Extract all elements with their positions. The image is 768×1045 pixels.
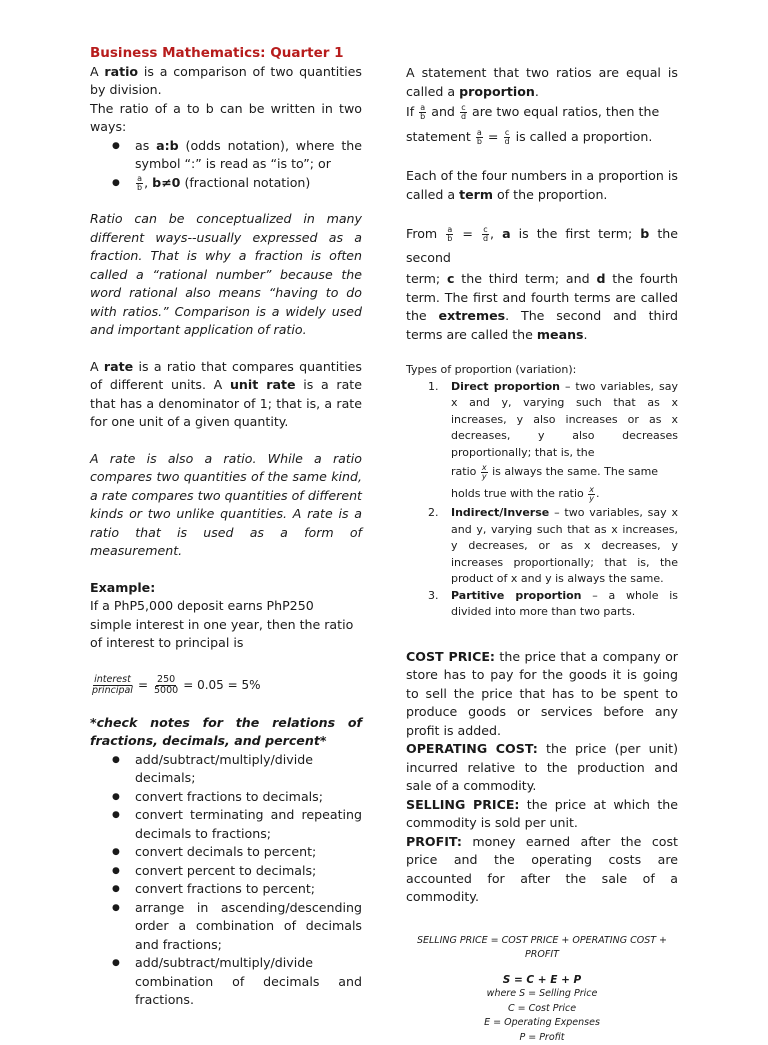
list-item: ● $\frac{a}{b}$ , b≠0 (fractional notation) [90,174,362,193]
operating-cost-definition: OPERATING COST: the price (per unit) incurred relative to the production and sale of a commodity. [406,740,678,796]
fraction: $\frac{250}{5000}$ [153,675,179,696]
fraction: $\frac{c}{d}$ [482,226,489,243]
list-item: 1. Direct proportion – two variables, say x and y, varying such that as x increases, y also increases or as x decreases, y also decreases proportionally; that is, the ratio $\frac{x}{y}$ is always the same. The same holds true with the ratio $\frac{x}{y}$ . [406,379,678,506]
ratio-note: Ratio can be conceptualized in many different ways--usually expressed as a fraction. That is why a fraction is often called a “rational number” because the word rational also means “having to do with ratios.” Comparison is a widely used and important application of ratio. [90,210,362,340]
terms-description: term; c the third term; and d the fourth term. The first and fourth terms are called the extremes. The second and third terms are called the means. [406,270,678,344]
list-item: ● convert fractions to decimals; [90,788,362,807]
example-formula: $\frac{\text{interest}}{\text{principal}}$ = $\frac{250}{5000}$ = 0.05 = 5% [90,675,362,696]
cost-price-definition: COST PRICE: the price that a company or store has to pay for the goods it is going to sell the price that has to be spent to produce goods or services before any profit is added. [406,648,678,741]
fraction: $\frac{\text{interest}}{\text{principal}}$ [91,675,134,696]
list-item: ● arrange in ascending/descending order a combination of decimals and fractions; [90,899,362,955]
types-heading: Types of proportion (variation): [406,362,678,379]
example-line-2: simple interest in one year, then the ratio of interest to principal is [90,616,362,653]
fraction: $\frac{x}{y}$ [588,486,595,503]
fraction: $\frac{a}{b}$ [476,129,483,146]
list-item: 2. Indirect/Inverse – two variables, say x and y, varying such that as x increases, y decreases, or as x decreases, y increases proportionally; that is, the product of x and y is always the same. [406,505,678,588]
example-label: Example: [90,579,362,598]
list-item: ● as a:b (odds notation), where the symbol “:” is read as “is to”; or [90,137,362,174]
ratio-ways-intro: The ratio of a to b can be written in two ways: [90,100,362,137]
types-list [406,379,678,621]
fraction: ● $\frac{a}{b}$ [136,175,143,192]
selling-price-formula: SELLING PRICE = COST PRICE + OPERATING COST + PROFIT S = C + E + P where S = Selling Price C = Cost Price E = Operating Expenses P = Profit [406,934,678,1045]
ratio-definition: A ratio is a comparison of two quantities by division. [90,63,362,100]
check-note: *check notes for the relations of fractions, decimals, and percent* [90,714,362,751]
list-item: ● convert fractions to percent; [90,880,362,899]
list-item: ● convert terminating and repeating decimals to fractions; [90,806,362,843]
list-item: ● add/subtract/multiply/divide combination of decimals and fractions. [90,954,362,1010]
ratio-ways-list [90,137,362,193]
from-line: From $\frac{a}{b}$ = $\frac{c}{d}$ , a is the first term; b the second [406,222,678,270]
statement-line: statement $\frac{a}{b}$ = $\frac{c}{d}$ is called a proportion. [406,125,678,149]
rate-note: A rate is also a ratio. While a ratio compares two quantities of the same kind, a rate compares two quantities of different kinds or two unlike quantities. A rate is a ratio that is used as a form of measurement. [90,450,362,561]
list-item: ● add/subtract/multiply/divide decimals; [90,751,362,788]
page-title: Business Mathematics: Quarter 1 [90,44,362,63]
list-item: ● convert decimals to percent; [90,843,362,862]
fraction: $\frac{x}{y}$ [481,464,488,481]
right-column [406,64,678,1045]
list-item: ● convert percent to decimals; [90,862,362,881]
check-list [90,751,362,1010]
proportion-definition: A statement that two ratios are equal is called a proportion. [406,64,678,101]
fraction: $\frac{a}{b}$ [419,104,426,121]
example-line-1: If a PhP5,000 deposit earns PhP250 [90,597,362,616]
left-column [90,40,362,1010]
list-item: 3. Partitive proportion – a whole is divided into more than two parts. [406,588,678,621]
rate-definition: A rate is a ratio that compares quantities of different units. A unit rate is a rate that has a denominator of 1; that is, a rate for one unit of a given quantity. [90,358,362,432]
profit-definition: PROFIT: money earned after the cost price and the operating costs are accounted for after the sale of a commodity. [406,833,678,907]
if-line: If $\frac{a}{b}$ and $\frac{c}{d}$ are two equal ratios, then the [406,101,678,123]
fraction: $\frac{a}{b}$ [446,226,453,243]
term-definition: Each of the four numbers in a proportion is called a term of the proportion. [406,167,678,204]
fraction: $\frac{c}{d}$ [460,104,467,121]
fraction: $\frac{c}{d}$ [503,129,510,146]
selling-price-definition: SELLING PRICE: the price at which the commodity is sold per unit. [406,796,678,833]
